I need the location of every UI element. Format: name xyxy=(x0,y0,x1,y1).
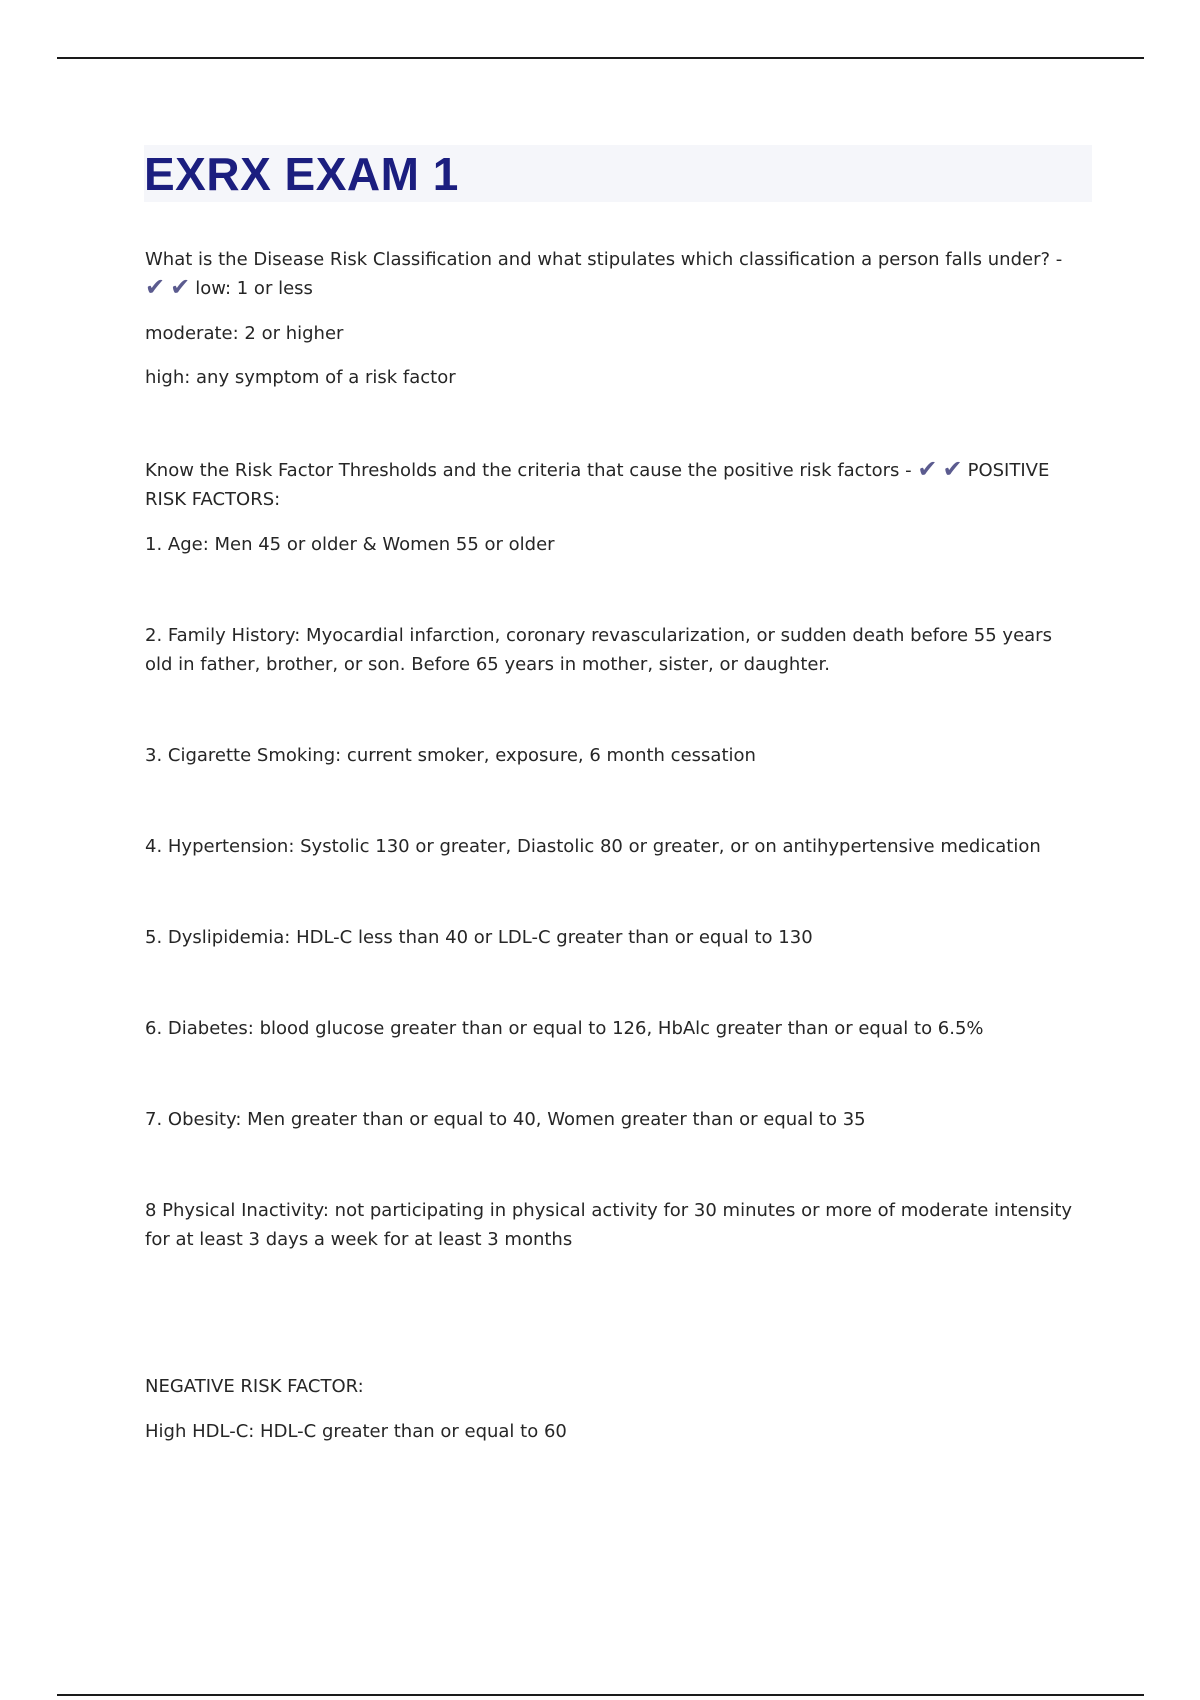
checkmark-icon: ✔ xyxy=(942,455,963,483)
checkmark-icon: ✔ xyxy=(145,273,166,301)
risk-factor-item: 7. Obesity: Men greater than or equal to 40, Women greater than or equal to 35 xyxy=(145,1109,866,1130)
checkmark-icon: ✔ xyxy=(917,455,938,483)
risk-factor-item: 5. Dyslipidemia: HDL-C less than 40 or LDL-C greater than or equal to 130 xyxy=(145,927,813,948)
risk-factor-item: 4. Hypertension: Systolic 130 or greater, Diastolic 80 or greater, or on antihypertensive medication xyxy=(145,836,1041,857)
document-body xyxy=(145,245,1080,1446)
negative-risk-heading: NEGATIVE RISK FACTOR: xyxy=(145,1376,364,1397)
checkmark-icon: ✔ xyxy=(170,273,191,301)
answer-1-line-1: low: 1 or less xyxy=(195,278,313,299)
top-divider xyxy=(57,57,1144,59)
question-2 xyxy=(145,456,1080,514)
question-1-text: What is the Disease Risk Classification and what stipulates which classification a person falls under? - xyxy=(145,249,1063,270)
negative-risk-item: High HDL-C: HDL-C greater than or equal to 60 xyxy=(145,1421,567,1442)
risk-factor-item: 1. Age: Men 45 or older & Women 55 or older xyxy=(145,534,555,555)
risk-factor-item: 2. Family History: Myocardial infarction, coronary revascularization, or sudden death before 55 years old in father, brother, or son. Before 65 years in mother, sister, or daughter. xyxy=(145,625,1052,675)
question-2-text: Know the Risk Factor Thresholds and the criteria that cause the positive risk factors - xyxy=(145,460,912,481)
answer-1-line-3: high: any symptom of a risk factor xyxy=(145,367,456,388)
document-title: EXRX EXAM 1 xyxy=(144,148,459,200)
bottom-divider xyxy=(57,1694,1144,1696)
question-1 xyxy=(145,245,1080,303)
answer-2-heading-part2: RISK FACTORS: xyxy=(145,489,281,510)
risk-factor-item: 6. Diabetes: blood glucose greater than or equal to 126, HbAlc greater than or equal to 6.5% xyxy=(145,1018,984,1039)
risk-factor-item: 3. Cigarette Smoking: current smoker, exposure, 6 month cessation xyxy=(145,745,756,766)
answer-1-line-2: moderate: 2 or higher xyxy=(145,323,344,344)
risk-factor-item: 8 Physical Inactivity: not participating in physical activity for 30 minutes or more of moderate intensity for at least 3 days a week for at least 3 months xyxy=(145,1200,1073,1250)
answer-2-heading-part1: POSITIVE xyxy=(967,460,1050,481)
